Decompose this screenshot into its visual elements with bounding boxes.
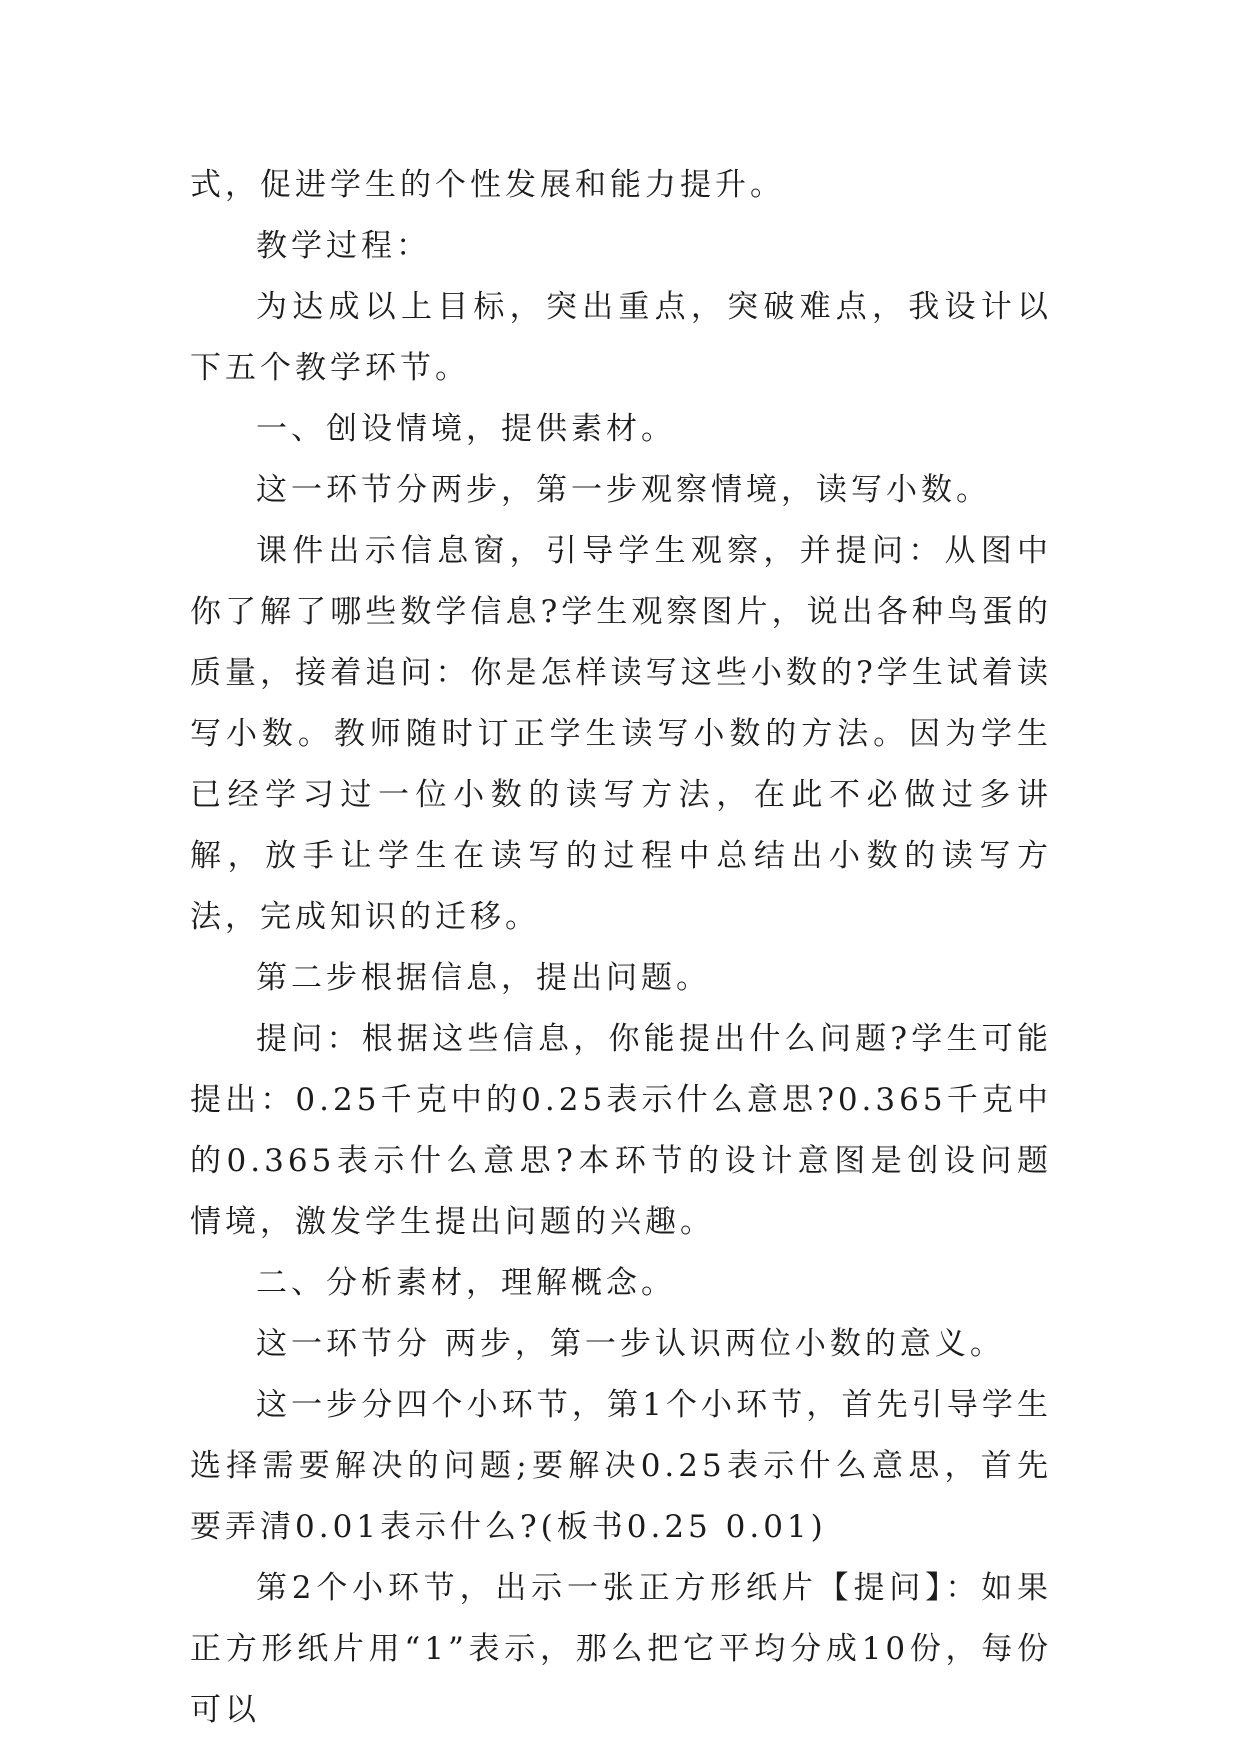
paragraph-four-subsections: 这一步分四个小环节，第1个小环节，首先引导学生选择需要解决的问题;要解决0.25表示什么意思，首先要弄清0.01表示什么?(板书0.25 0.01): [190, 1387, 1052, 1545]
paragraph-step-two: 第二步根据信息，提出问题。: [256, 960, 711, 996]
paragraph-intro: 为达成以上目标，突出重点，突破难点，我设计以下五个教学环节。: [190, 289, 1052, 386]
document-body: [190, 155, 1052, 1741]
paragraph-square-paper: 第2个小环节，出示一张正方形纸片【提问】：如果正方形纸片用“1”表示，那么把它平均分成10份，每份可以: [190, 1570, 1052, 1728]
heading-teaching-process: 教学过程：: [256, 228, 431, 264]
paragraph-courseware: 课件出示信息窗，引导学生观察，并提问：从图中你了解了哪些数学信息?学生观察图片，说出各种鸟蛋的质量，接着追问：你是怎样读写这些小数的?学生试着读写小数。教师随时订正学生读写小数的方法。因为学生已经学习过一位小数的读写方法，在此不必做过多讲解，放手让学生在读写的过程中总结出小数的读写方法，完成知识的迁移。: [190, 533, 1052, 935]
paragraph-questions: 提问：根据这些信息，你能提出什么问题?学生可能提出：0.25千克中的0.25表示什么意思?0.365千克中的0.365表示什么意思?本环节的设计意图是创设问题情境，激发学生提出问题的兴趣。: [190, 1021, 1052, 1240]
section-heading-1: 一、创设情境，提供素材。: [256, 411, 676, 447]
paragraph-step-overview: 这一环节分两步，第一步观察情境，读写小数。: [256, 472, 991, 508]
paragraph-continuation: 式，促进学生的个性发展和能力提升。: [190, 167, 785, 203]
section-heading-2: 二、分析素材，理解概念。: [256, 1265, 676, 1301]
paragraph-two-steps: 这一环节分 两步，第一步认识两位小数的意义。: [256, 1326, 1005, 1362]
